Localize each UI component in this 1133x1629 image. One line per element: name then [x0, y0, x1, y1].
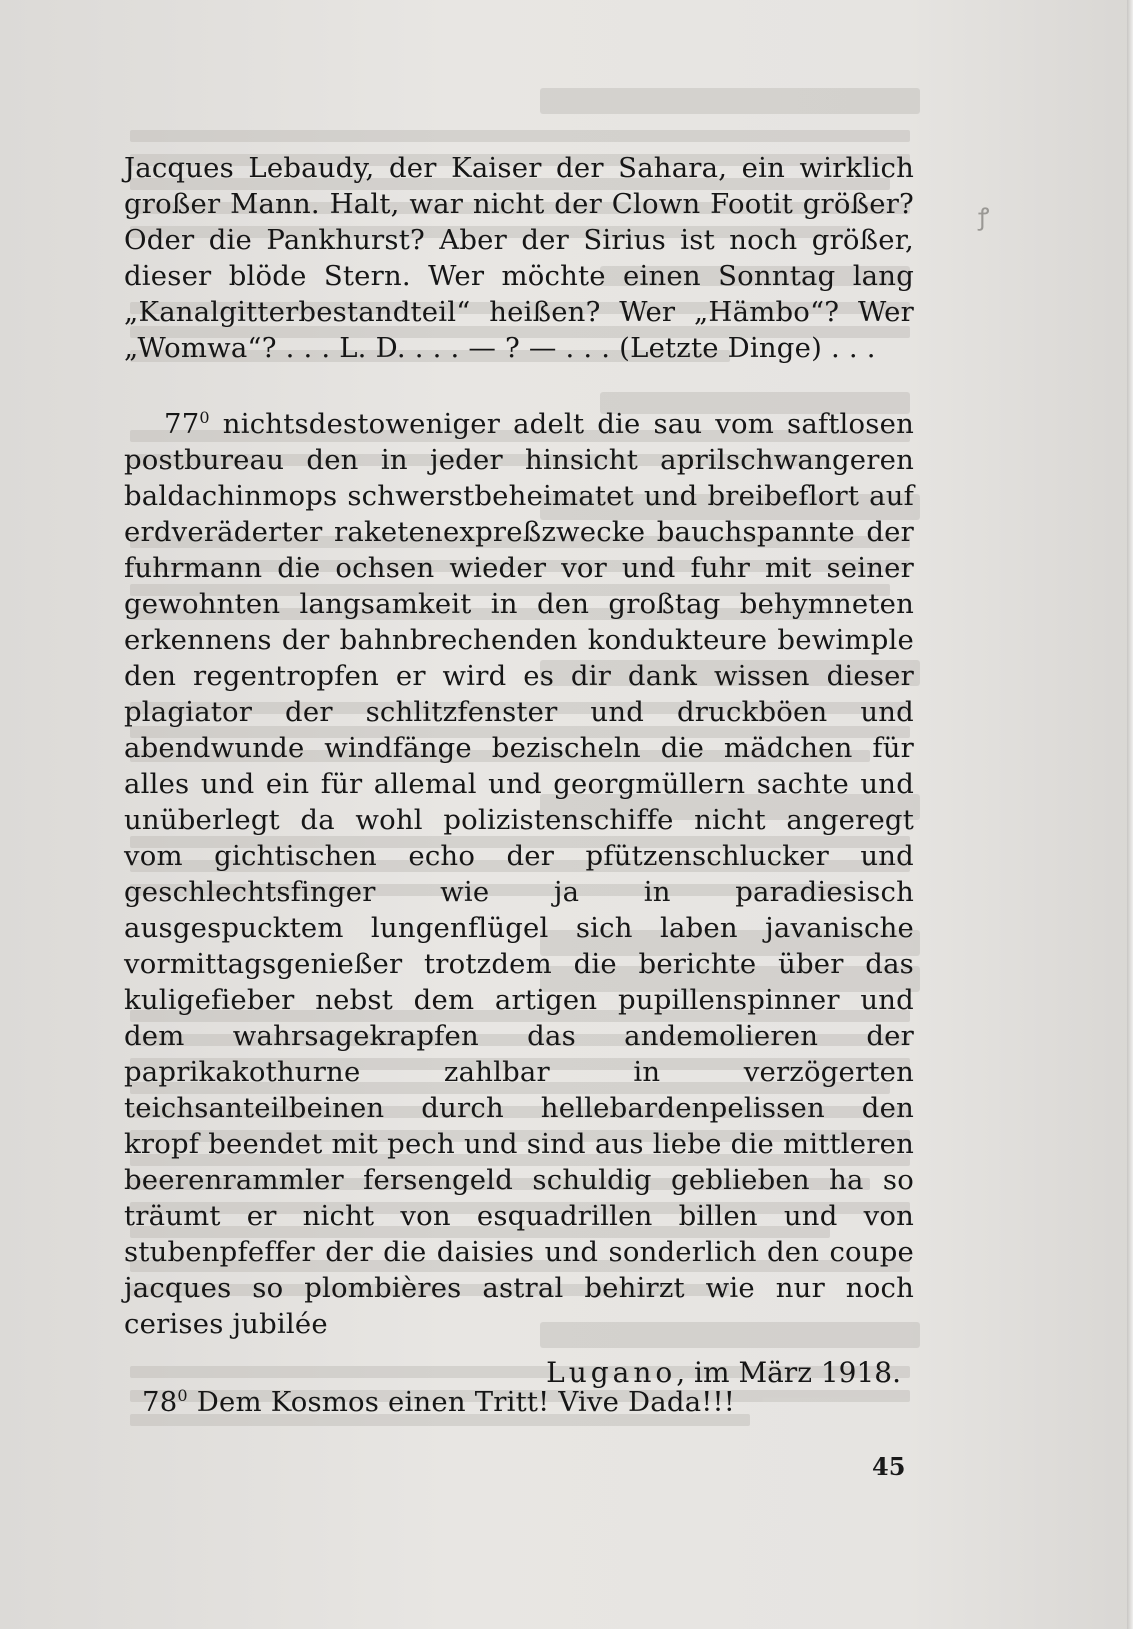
paragraph-number — [164, 408, 210, 440]
main-text — [124, 150, 914, 1420]
paragraph-77 — [124, 400, 914, 1342]
signature-line — [546, 1356, 901, 1389]
page-number: 45 — [872, 1452, 906, 1481]
signature-date: , im März 1918. — [676, 1356, 901, 1389]
degree-mark: 0 — [199, 408, 210, 427]
paragraph-intro: Jacques Lebaudy, der Kaiser der Sahara, ein wirklich großer Mann. Halt, war nicht der Clown Footit größer? Oder die Pankhurst? Aber der Sirius ist noch größer, dieser blöde Stern. Wer möchte einen Sonntag lang „Kanalgitterbestandteil“ heißen? Wer „Hämbo“? Wer „Womwa“? . . . L. D. . . . — ? — . . . (Letzte Dinge) . . . — [124, 152, 914, 364]
paragraph-77-text: nichtsdestoweniger adelt die sau vom saftlosen postbureau den in jeder hinsicht aprilschwangeren baldachinmops schwerstbeheimatet und breibeflort auf erdveräderter raketenexpreßzwecke bauchspannte der fuhrmann die ochsen wieder vor und fuhr mit seiner gewohnten langsamkeit in den großtag behymneten erkennens der bahnbrechenden kondukteure bewimple den regentropfen er wird es dir dank wissen dieser plagiator der schlitzfenster und druckböen und abendwunde windfänge bezischeln die mädchen für alles und ein für allemal und georgmüllern sachte und unüberlegt da wohl polizistenschiffe nicht angeregt vom gichtischen echo der pfützenschlucker und geschlechtsfinger wie ja in paradiesisch ausgespucktem lungenflügel sich laben javanische vormittagsgenießer trotzdem die berichte über das kuligefieber nebst dem artigen pupillenspinner und dem wahrsagekrapfen das andemolieren der paprikakothurne zahlbar in verzögerten teichsanteilbeinen durch hellebardenpelissen den kropf beendet mit pech und sind aus liebe die mittleren beerenrammler fersengeld schuldig geblieben ha so träumt er nicht von esquadrillen billen und von stubenpfeffer der die daisies und sonderlich den coupe jacques so plombières astral behirzt wie nur noch cerises jubilée — [124, 408, 914, 1340]
paragraph-number-value: 77 — [164, 408, 200, 440]
paragraph-number — [142, 1386, 188, 1418]
paragraph-78-text: Dem Kosmos einen Tritt! Vive Dada!!! — [196, 1386, 736, 1418]
signature-place: Lugano — [546, 1356, 677, 1389]
stray-mark: ꝭ — [978, 203, 990, 231]
paragraph-number-value: 78 — [142, 1386, 178, 1418]
degree-mark: 0 — [177, 1386, 188, 1405]
page-edge — [1127, 0, 1133, 1629]
